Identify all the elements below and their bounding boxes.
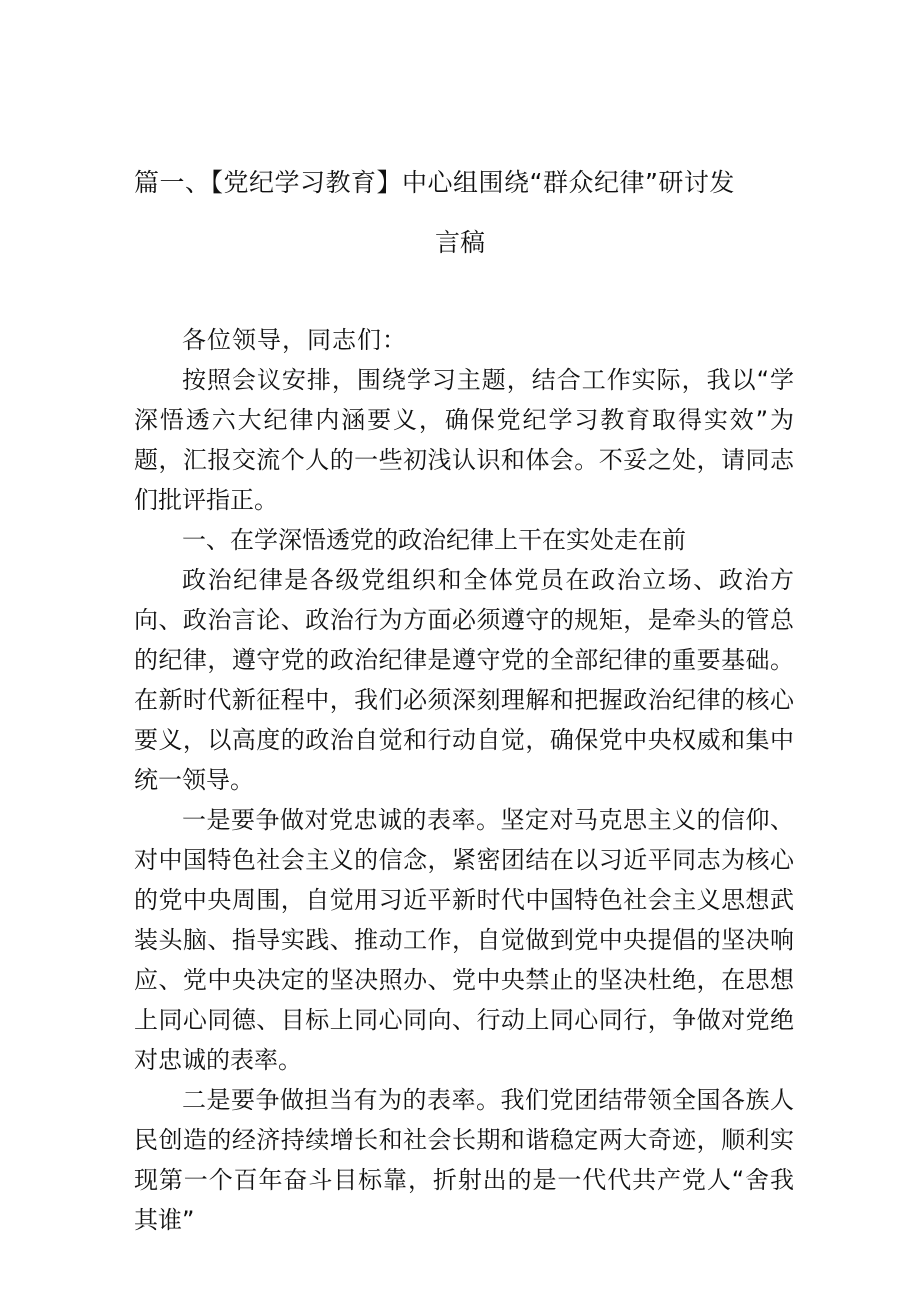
document-body: [134, 320, 794, 1240]
paragraph-loyalty: 一是要争做对党忠诚的表率。坚定对马克思主义的信仰、对中国特色社会主义的信念，紧密团结在以习近平同志为核心的党中央周围，自觉用习近平新时代中国特色社会主义思想武装头脑、指导实践、推动工作，自觉做到党中央提倡的坚决响应、党中央决定的坚决照办、党中央禁止的坚决杜绝，在思想上同心同德、目标上同心同向、行动上同心同行，争做对党绝对忠诚的表率。: [134, 806, 794, 1074]
paragraph-responsibility: 二是要争做担当有为的表率。我们党团结带领全国各族人民创造的经济持续增长和社会长期和谐稳定两大奇迹，顺利实现第一个百年奋斗目标靠，折射出的是一代代共产党人“舍我其谁”: [134, 1086, 794, 1234]
paragraph-intro: 按照会议安排，围绕学习主题，结合工作实际，我以“学深悟透六大纪律内涵要义，确保党纪学习教育取得实效”为题，汇报交流个人的一些初浅认识和体会。不妥之处，请同志们批评指正。: [134, 366, 794, 514]
document-title-continued: 言稿: [434, 228, 485, 257]
section-heading-1: 一、在学深悟透党的政治纪律上干在实处走在前: [182, 526, 686, 554]
document-title: 篇一、【党纪学习教育】中心组围绕“群众纪律”研讨发: [134, 168, 735, 197]
salutation: 各位领导，同志们：: [182, 326, 407, 354]
paragraph-political-discipline: 政治纪律是各级党组织和全体党员在政治立场、政治方向、政治言论、政治行为方面必须遵守的规矩，是牵头的管总的纪律，遵守党的政治纪律是遵守党的全部纪律的重要基础。在新时代新征程中，我们必须深刻理解和把握政治纪律的核心要义，以高度的政治自觉和行动自觉，确保党中央权威和集中统一领导。: [134, 566, 794, 794]
